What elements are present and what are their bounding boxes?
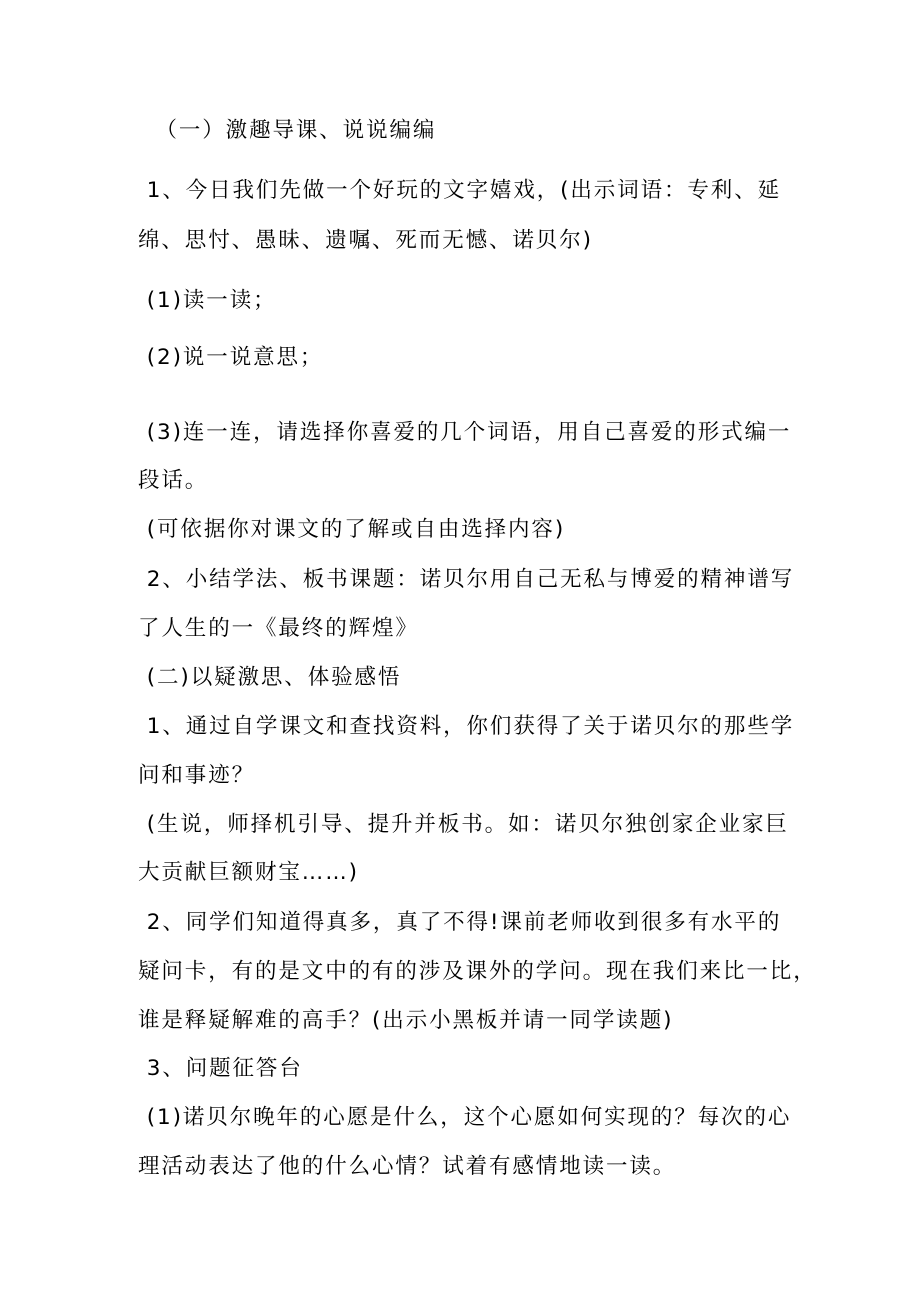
paragraph-line: 大贡献巨额财宝……) bbox=[138, 860, 359, 885]
paragraph-line: 1、今日我们先做一个好玩的文字嬉戏，(出示词语：专利、延 bbox=[138, 178, 782, 203]
paragraph-line: (1)读一读； bbox=[138, 288, 277, 313]
paragraph-line: (2)说一说意思； bbox=[138, 345, 324, 370]
paragraph-line: 绵、思忖、愚昧、遗嘱、死而无憾、诺贝尔) bbox=[138, 228, 593, 253]
paragraph-line: 1、通过自学课文和查找资料，你们获得了关于诺贝尔的那些学 bbox=[138, 714, 795, 739]
paragraph-line: 2、小结学法、板书课题：诺贝尔用自己无私与博爱的精神谱写 bbox=[138, 567, 795, 592]
paragraph-line: 理活动表达了他的什么心情？试着有感情地读一读。 bbox=[138, 1154, 677, 1179]
heading-section-one: （一）激趣导课、说说编编 bbox=[138, 118, 437, 143]
paragraph-line: (1)诺贝尔晚年的心愿是什么，这个心愿如何实现的？每次的心 bbox=[138, 1105, 792, 1130]
paragraph-line: 2、同学们知道得真多，真了不得!课前老师收到很多有水平的 bbox=[138, 910, 782, 935]
paragraph-line: 谁是释疑解难的高手？(出示小黑板并请一同学读题) bbox=[138, 1008, 674, 1033]
paragraph-line: 问和事迹？ bbox=[138, 763, 256, 788]
paragraph-line: (生说，师择机引导、提升并板书。如：诺贝尔独创家企业家巨 bbox=[138, 812, 789, 837]
paragraph-line: (可依据你对课文的了解或自由选择内容) bbox=[138, 517, 566, 542]
paragraph-line: 段话。 bbox=[138, 468, 209, 493]
paragraph-line: 疑问卡，有的是文中的有的涉及课外的学问。现在我们来比一比， bbox=[138, 959, 817, 984]
paragraph-line: 3、问题征答台 bbox=[138, 1056, 303, 1081]
paragraph-line: (3)连一连，请选择你喜爱的几个词语，用自己喜爱的形式编一 bbox=[138, 420, 792, 445]
paragraph-line: 了人生的一《最终的辉煌》 bbox=[138, 616, 419, 641]
heading-section-two: (二)以疑激思、体验感悟 bbox=[138, 665, 402, 690]
